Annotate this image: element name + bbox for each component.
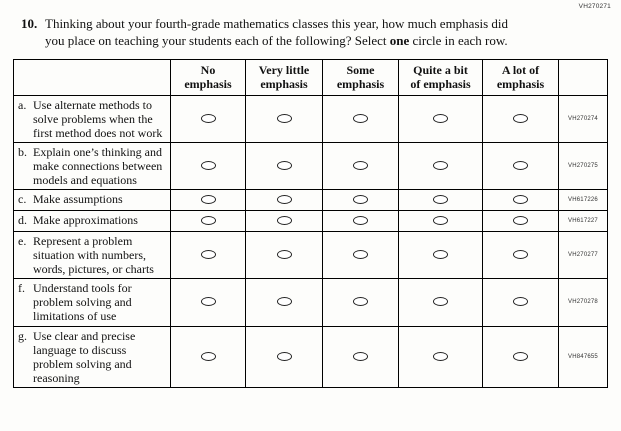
oval-cell-a-lot [483,326,559,387]
row-label-cell [14,232,171,279]
oval-cell-a-lot [483,211,559,232]
oval-cell-very-little [246,211,323,232]
row-label-cell [14,326,171,387]
answer-oval[interactable] [513,114,528,123]
header-line: emphasis [496,76,545,91]
answer-oval[interactable] [201,195,216,204]
oval-cell-quite-a-bit [399,232,483,279]
emphasis-table [13,59,608,387]
header-line: No [200,63,216,78]
oval-cell-very-little [246,190,323,211]
row-letter: c. [18,192,27,207]
row-label: Use alternate methods to solve problems when the first method does not work [33,98,163,141]
answer-oval[interactable] [433,195,448,204]
answer-oval[interactable] [277,161,292,170]
answer-oval[interactable] [277,250,292,259]
header-line: Some [346,63,375,78]
item-code: VH617226 [559,190,608,211]
answer-oval[interactable] [201,114,216,123]
row-label: Make assumptions [33,192,123,207]
oval-cell-quite-a-bit [399,143,483,190]
answer-oval[interactable] [277,352,292,361]
answer-oval[interactable] [353,161,368,170]
row-label-cell [14,143,171,190]
header-empty-label [14,60,171,96]
answer-oval[interactable] [201,216,216,225]
oval-cell-some [323,96,399,143]
oval-cell-a-lot [483,143,559,190]
row-letter: d. [18,213,27,228]
answer-oval[interactable] [513,216,528,225]
answer-oval[interactable] [513,297,528,306]
oval-cell-quite-a-bit [399,326,483,387]
answer-oval[interactable] [433,250,448,259]
table-row-a [14,96,608,143]
answer-oval[interactable] [201,250,216,259]
row-label: Explain one’s thinking and make connections between models and equations [33,145,163,188]
row-letter: g. [18,328,27,343]
answer-oval[interactable] [433,297,448,306]
header-line: of emphasis [410,76,471,91]
oval-cell-no-emphasis [171,190,246,211]
row-label-cell [14,279,171,326]
item-code: VH847655 [559,326,608,387]
oval-cell-some [323,211,399,232]
question-text-before: Thinking about your fourth-grade mathematics classes this year, how much emphasis did you place on teaching your students each of the following? Select [45,16,509,48]
question-text-after: circle in each row. [409,32,508,48]
table-row-g [14,326,608,387]
item-code: VH270275 [559,143,608,190]
header-row [14,60,608,96]
answer-oval[interactable] [201,352,216,361]
answer-oval[interactable] [277,216,292,225]
answer-oval[interactable] [433,161,448,170]
oval-cell-some [323,190,399,211]
header-empty-code [559,60,608,96]
answer-oval[interactable] [201,161,216,170]
oval-cell-some [323,326,399,387]
row-label: Make approximations [33,213,138,228]
row-letter: a. [18,98,27,113]
table-row-f [14,279,608,326]
oval-cell-very-little [246,326,323,387]
oval-cell-no-emphasis [171,96,246,143]
header-line: Very little [258,63,310,78]
header-some-emphasis [323,60,399,96]
header-very-little-emphasis [246,60,323,96]
row-letter: f. [18,281,25,296]
answer-oval[interactable] [513,195,528,204]
oval-cell-quite-a-bit [399,190,483,211]
header-no-emphasis [171,60,246,96]
row-label-cell [14,211,171,232]
oval-cell-quite-a-bit [399,279,483,326]
answer-oval[interactable] [277,114,292,123]
row-letter: b. [18,145,27,160]
row-label-cell [14,190,171,211]
form-corner-code: VH270271 [578,3,611,10]
table-row-d [14,211,608,232]
oval-cell-no-emphasis [171,326,246,387]
table-row-c [14,190,608,211]
oval-cell-a-lot [483,96,559,143]
oval-cell-a-lot [483,232,559,279]
oval-cell-very-little [246,279,323,326]
answer-oval[interactable] [433,216,448,225]
answer-oval[interactable] [433,114,448,123]
oval-cell-some [323,143,399,190]
table-row-b [14,143,608,190]
oval-cell-very-little [246,96,323,143]
oval-cell-very-little [246,143,323,190]
answer-oval[interactable] [201,297,216,306]
answer-oval[interactable] [513,352,528,361]
answer-oval[interactable] [513,250,528,259]
question-10 [21,16,608,49]
header-quite-a-bit-emphasis [399,60,483,96]
oval-cell-some [323,279,399,326]
answer-oval[interactable] [433,352,448,361]
answer-oval[interactable] [277,297,292,306]
answer-oval[interactable] [353,114,368,123]
header-line: emphasis [260,76,308,91]
table-row-e [14,232,608,279]
answer-oval[interactable] [353,195,368,204]
item-code: VH270274 [559,96,608,143]
oval-cell-very-little [246,232,323,279]
row-label: Understand tools for problem solving and limitations of use [33,281,132,324]
item-code: VH270277 [559,232,608,279]
header-a-lot-emphasis [483,60,559,96]
answer-oval[interactable] [353,352,368,361]
oval-cell-no-emphasis [171,211,246,232]
oval-cell-no-emphasis [171,279,246,326]
answer-oval[interactable] [353,297,368,306]
header-line: emphasis [184,76,232,91]
oval-cell-quite-a-bit [399,211,483,232]
oval-cell-a-lot [483,190,559,211]
row-label-cell [14,96,171,143]
answer-oval[interactable] [353,250,368,259]
oval-cell-no-emphasis [171,232,246,279]
answer-oval[interactable] [513,161,528,170]
oval-cell-quite-a-bit [399,96,483,143]
oval-cell-some [323,232,399,279]
item-code: VH617227 [559,211,608,232]
question-bold-word: one [389,32,410,48]
header-line: A lot of [501,63,540,78]
row-letter: e. [18,234,27,249]
question-text [45,16,515,49]
row-label: Represent a problem situation with numbers, words, pictures, or charts [33,234,154,277]
header-line: emphasis [336,76,385,91]
question-number: 10. [21,16,38,31]
item-code: VH270278 [559,279,608,326]
header-line: Quite a bit [413,63,468,78]
answer-oval[interactable] [277,195,292,204]
oval-cell-no-emphasis [171,143,246,190]
oval-cell-a-lot [483,279,559,326]
row-label: Use clear and precise language to discuss problem solving and reasoning [33,328,136,385]
answer-oval[interactable] [353,216,368,225]
